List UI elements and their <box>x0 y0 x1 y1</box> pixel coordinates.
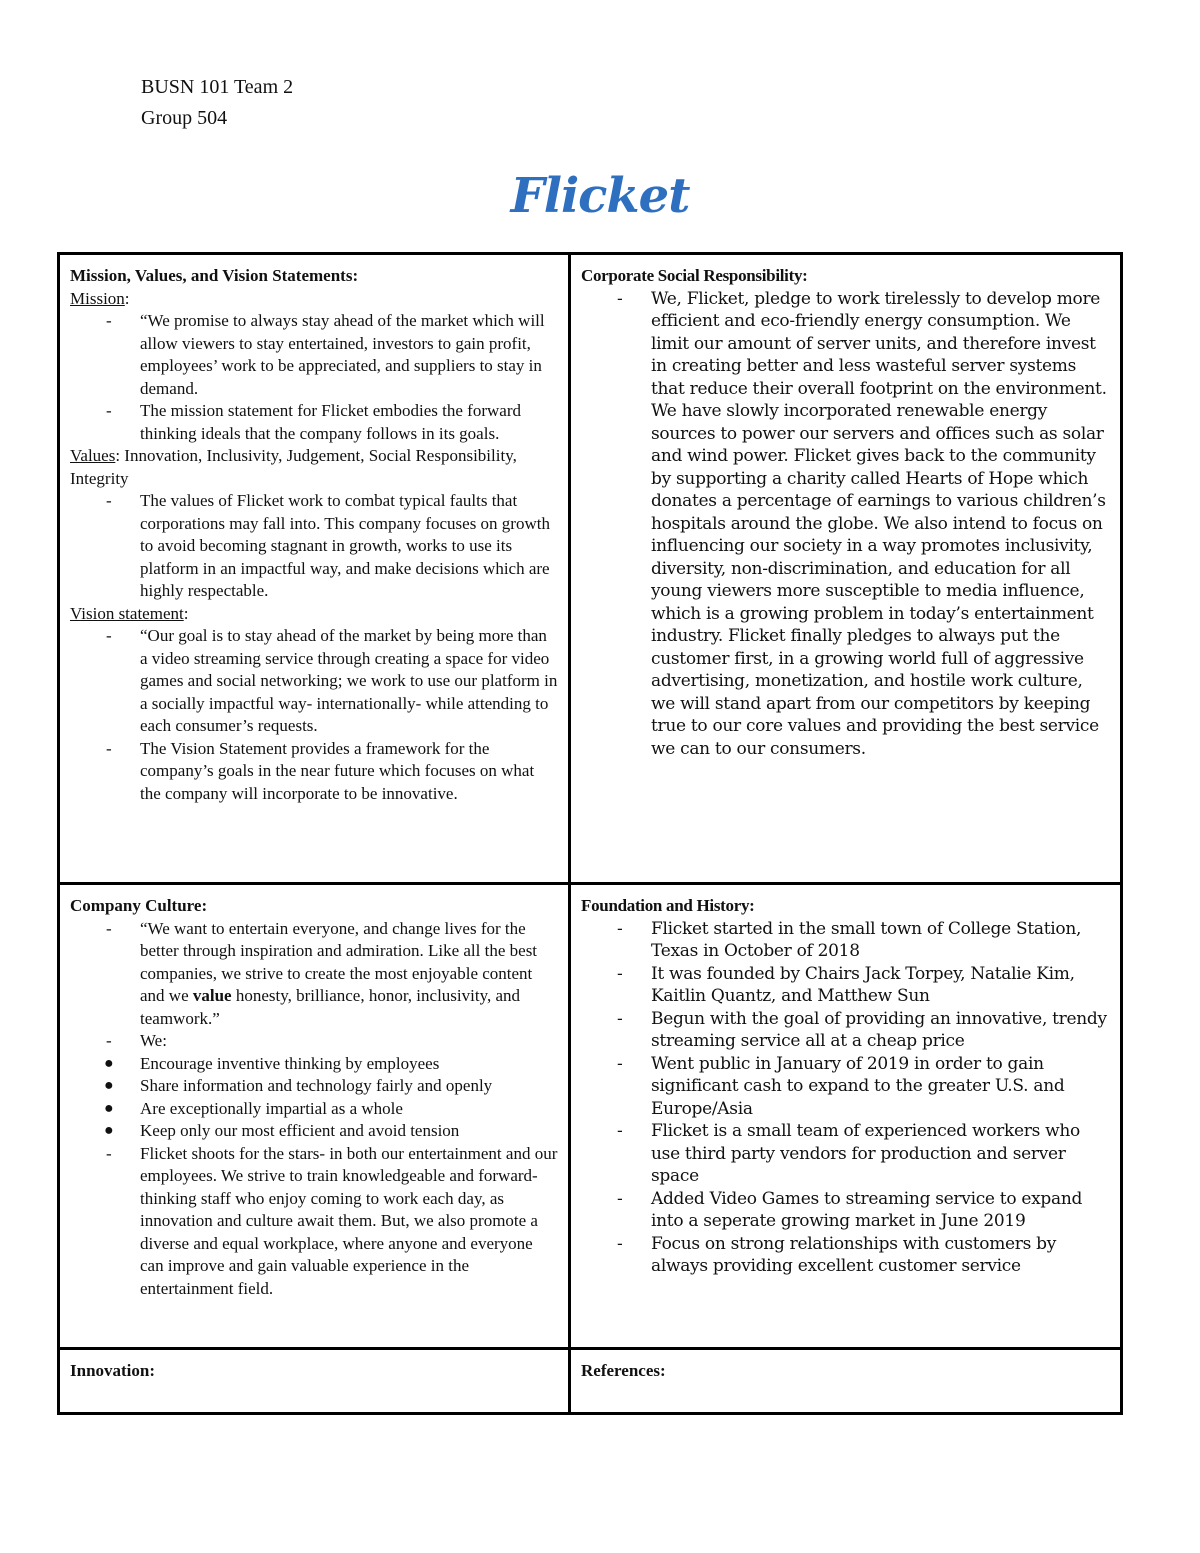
bullet-icon: ● <box>104 1099 114 1117</box>
list-item: - Flicket started in the small town of College Station, Texas in October of 2018 <box>617 918 1082 961</box>
list-item: - Added Video Games to streaming service to expand into a seperate growing market in June 2019 <box>617 1188 1083 1231</box>
culture-list <box>70 918 558 1301</box>
list-item: - The values of Flicket work to combat typical faults that corporations may fall into. This company focuses on growth to avoid becoming stagnant in growth, works to use its platform in an impactful way, and make decisions which are highly respectable. <box>106 491 550 600</box>
csr-cell <box>570 254 1122 884</box>
bullet-icon: ● <box>104 1122 114 1139</box>
vision-label: Vision statement <box>70 603 184 623</box>
list-item: - We, Flicket, pledge to work tirelessly to develop more efficient and eco-friendly energy consumption. We limit our amount of server units, and therefore invest in creating better and less wasteful server systems that reduce their overall footprint on the environment. We have slowly incorporated renewable energy sources to power our servers and offices such as solar and wind power. Flicket gives back to the community by supporting a charity called Hearts of Hope which donates a percentage of earnings to various children’s hospitals around the globe. We also intend to focus on influencing our society in a way promotes inclusivity, diversity, non-discrimination, and education for all young viewers more susceptible to media influence, which is a growing problem in today’s entertainment industry. Flicket finally pledges to always put the customer first, in a growing world full of aggressive advertising, monetization, and hostile work culture, we will stand apart from our competitors by keeping true to our core values and providing the best service we can to our consumers. <box>617 288 1107 759</box>
bullet-icon: ● <box>104 1054 114 1072</box>
culture-cell <box>59 884 570 1349</box>
list-item: - The Vision Statement provides a framework for the company’s goals in the near future which focuses on what the company will incorporate to be innovative. <box>106 738 535 803</box>
list-item: - The mission statement for Flicket embodies the forward thinking ideals that the company follows in its goals. <box>106 401 521 443</box>
list-item: - Went public in January of 2019 in order to gain significant cash to expand to the greater U.S. and Europe/Asia <box>617 1053 1065 1119</box>
values-label: Values <box>70 446 116 465</box>
mission-list <box>70 310 558 445</box>
vision-list <box>70 625 558 805</box>
history-cell <box>570 884 1122 1349</box>
csr-list <box>581 288 1110 761</box>
references-cell <box>570 1349 1122 1414</box>
list-item: - It was founded by Chairs Jack Torpey, Natalie Kim, Kaitlin Quantz, and Matthew Sun <box>617 963 1075 1006</box>
list-item: - We: <box>106 1031 167 1050</box>
list-item: ● Encourage inventive thinking by employees <box>70 1053 558 1076</box>
list-item: - Flicket shoots for the stars- in both our entertainment and our employees. We strive to train knowledgeable and forward-thinking staff who enjoy coming to work each day, as innovation and culture await them. But, we also promote a diverse and equal workplace, where anyone and everyone can improve and gain valuable experience in the entertainment field. <box>106 1143 558 1298</box>
content-table <box>57 252 1123 1415</box>
history-list <box>581 918 1110 1278</box>
value-emphasis: value <box>192 986 232 1005</box>
list-item: - Begun with the goal of providing an innovative, trendy streaming service all at a cheap price <box>617 1008 1107 1051</box>
group-label: Group 504 <box>141 107 228 129</box>
innovation-heading: Innovation: <box>70 1361 156 1380</box>
list-item: ● Are exceptionally impartial as a whole <box>70 1098 558 1121</box>
course-label: BUSN 101 Team 2 <box>141 76 294 98</box>
list-item: ● Keep only our most efficient and avoid tension <box>70 1120 558 1143</box>
list-item: - “Our goal is to stay ahead of the market by being more than a video streaming service through creating a space for video games and social networking; we work to use our platform in a socially impactful way- internationally- while attending to each consumer’s requests. <box>106 626 558 735</box>
list-item: - Focus on strong relationships with customers by always providing excellent customer service <box>617 1233 1057 1276</box>
list-item: ● Share information and technology fairly and openly <box>70 1075 558 1098</box>
mission-cell: Mission, Values, and Vision Statements: Mission: - “We promise to always stay ahead of the market which will allow viewers to stay entertained, investors to gain profit, employees’ work to be appreciated, and suppliers to stay in demand. - The mission statement for Flicket embodies the forward thinking ideals that the company follows in its goals. Values: Innovation, Inclusivity, Judgement, Social Responsibility, Integrity - The values of Flicket work to combat typical faults that corporations may fall into. This company focuses on growth to avoid becoming stagnant in growth, works to use its platform in an impactful way, and make decisions which are highly respectable. Vision statement: - “Our goal is to stay ahead of the market by being more than a video streaming service through creating a space for video games and social networking; we work to use our platform in a socially impactful way- internationally- while attending to each consumer’s requests. - The Vision Statement provides a framework for the company’s goals in the near future which focuses on what the company will incorporate to be innovative. <box>59 254 570 884</box>
document-header <box>141 72 293 134</box>
values-line: Values: Innovation, Inclusivity, Judgement, Social Responsibility, Integrity <box>70 446 517 488</box>
mission-label: Mission <box>70 288 125 308</box>
innovation-cell <box>59 1349 570 1414</box>
document-title: Flicket <box>510 168 690 224</box>
list-item: - “We promise to always stay ahead of the market which will allow viewers to stay entertained, investors to gain profit, employees’ work to be appreciated, and suppliers to stay in demand. <box>106 311 545 398</box>
list-item: - Flicket is a small team of experienced workers who use third party vendors for production and server space <box>617 1121 1080 1186</box>
mission-heading: Mission, Values, and Vision Statements: <box>70 266 359 285</box>
history-heading: Foundation and History: <box>581 896 755 915</box>
csr-heading: Corporate Social Responsibility: <box>581 266 808 285</box>
culture-heading: Company Culture: <box>70 896 208 915</box>
list-item: - “We want to entertain everyone, and change lives for the better through inspiration and admiration. Like all the best companies, we strive to create the most enjoyable content and we value honesty, brilliance, honor, inclusivity, and teamwork.” <box>106 918 538 1028</box>
values-list <box>70 490 558 603</box>
references-heading: References: <box>581 1361 666 1380</box>
bullet-icon: ● <box>104 1077 114 1094</box>
